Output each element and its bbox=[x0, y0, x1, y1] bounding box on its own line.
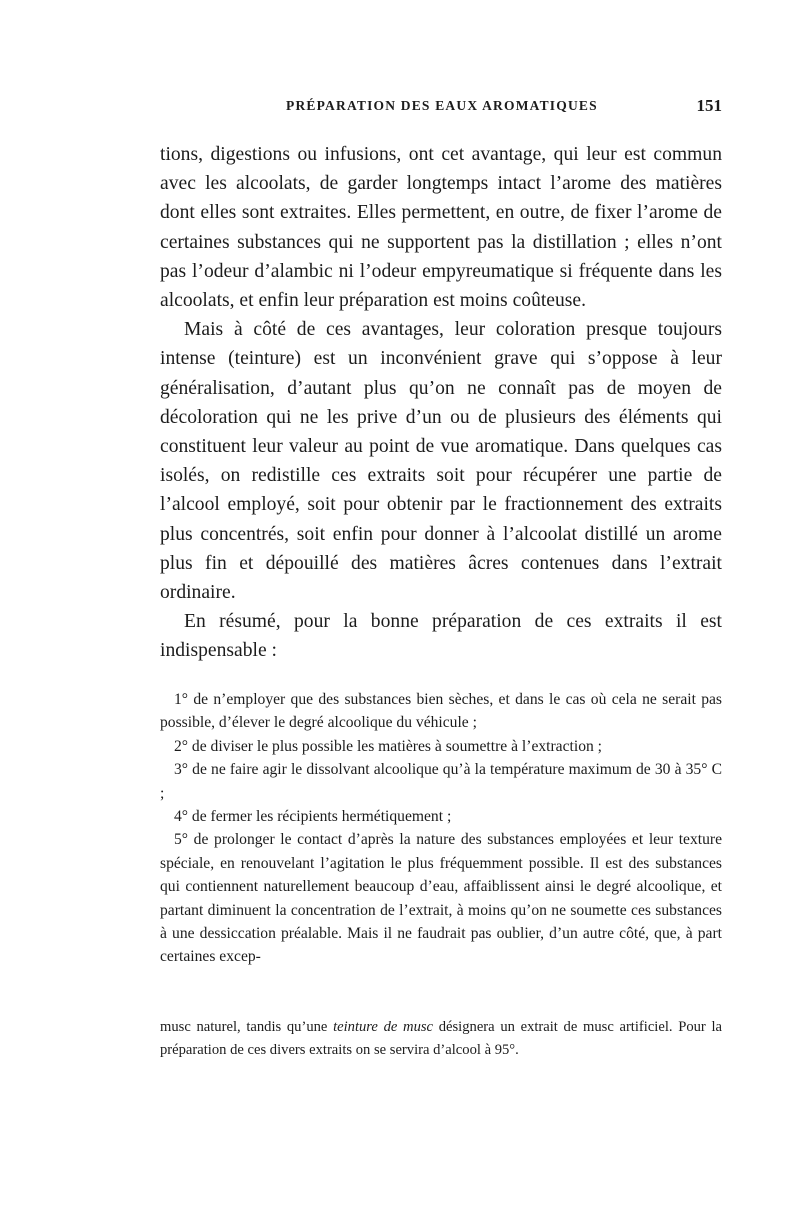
paragraph: tions, digestions ou infusions, ont cet avantage, qui leur est commun avec les alcoolats, de garder longtemps intact l’arome des matières dont elles sont extraites. Elles permettent, en outre, de fixer l’arome de certaines substances qui ne supportent pas la distillation ; elles n’ont pas l’odeur d’alambic ni l’odeur empyreumatique si fréquente dans les alcoolats, et enfin leur préparation est moins coûteuse. bbox=[160, 144, 722, 312]
running-head bbox=[160, 96, 722, 120]
paragraph: En résumé, pour la bonne préparation de ces extraits il est indispensable : bbox=[160, 611, 722, 662]
page-number: 151 bbox=[696, 96, 722, 115]
footnote-italic-term: teinture de musc bbox=[333, 1019, 434, 1035]
list-item: 1° de n’employer que des substances bien sèches, et dans le cas où cela ne serait pas possible, d’élever le degré alcoolique du véhicule ; bbox=[160, 691, 722, 732]
list-item: 4° de fermer les récipients hermétiquement ; bbox=[174, 808, 452, 826]
footnote-text-start: musc naturel, tandis qu’une bbox=[160, 1019, 334, 1035]
list-item: 5° de prolonger le contact d’après la nature des substances employées et leur texture spéciale, en renouvelant l’agitation le plus fréquemment possible. Il est des substances qui contiennent naturellement beaucoup d’eau, affaiblissent ainsi le degré alcoolique, et partant diminuent la concentration de l’extrait, à moins qu’on ne soumette ces substances à une dessiccation préalable. Mais il ne faudrait pas oublier, d’un autre côté, que, à part certaines excep- bbox=[160, 831, 722, 966]
running-title: PRÉPARATION DES EAUX AROMATIQUES bbox=[286, 98, 598, 113]
list-item: 3° de ne faire agir le dissolvant alcoolique qu’à la température maximum de 30 à 35° C ; bbox=[160, 761, 722, 802]
numbered-list bbox=[160, 688, 722, 969]
body-text bbox=[160, 140, 722, 666]
paragraph: Mais à côté de ces avantages, leur coloration presque toujours intense (teinture) est un inconvénient grave qui s’oppose à leur généralisation, d’autant plus qu’on ne connaît pas de moyen de décoloration qui ne les prive d’un ou de plusieurs des éléments qui constituent leur valeur au point de vue aromatique. Dans quelques cas isolés, on redistille ces extraits soit pour récupérer une partie de l’alcool employé, soit pour obtenir par le fractionnement des extraits plus concentrés, soit enfin pour donner à l’alcoolat distillé un arome plus fin et dépouillé des matières âcres contenues dans l’extrait ordinaire. bbox=[160, 319, 722, 604]
list-item: 2° de diviser le plus possible les matières à soumettre à l’extraction ; bbox=[174, 737, 603, 755]
footnote-text-end: désignera un extrait de musc artificiel. Pour la préparation de ces divers extraits on se servira d’alcool à 95°. bbox=[160, 1019, 722, 1058]
footnote-text bbox=[160, 1016, 722, 1061]
footnote bbox=[160, 1016, 722, 1061]
